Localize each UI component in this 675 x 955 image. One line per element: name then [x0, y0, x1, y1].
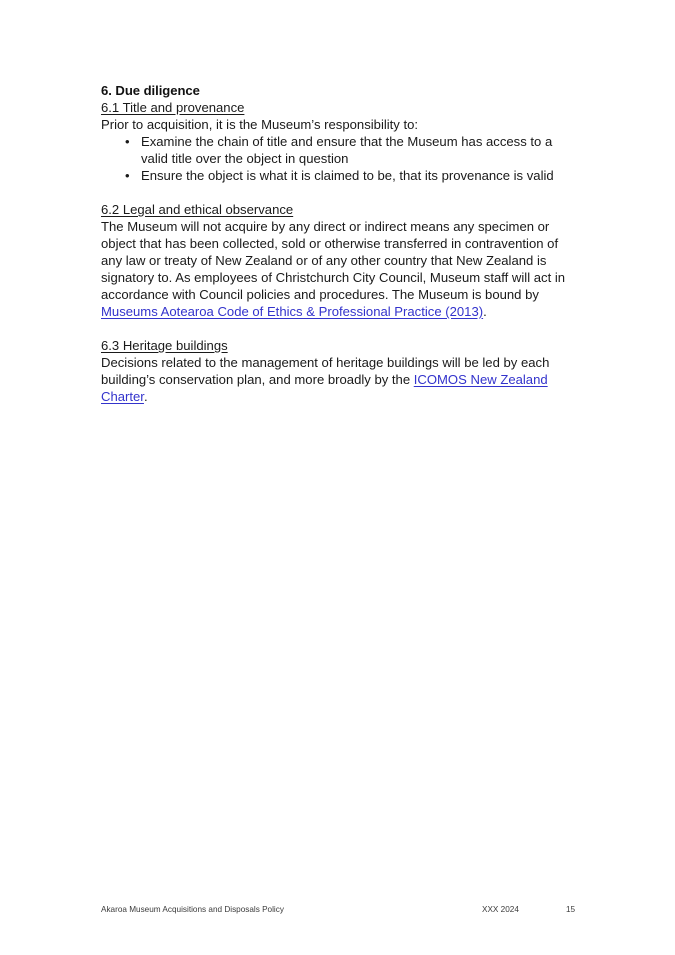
section-6-3-heading-row: [101, 337, 573, 354]
list-item-text: Examine the chain of title and ensure that the Museum has access to a valid title over the object in question: [141, 134, 553, 166]
section-6-2-paragraph: [101, 218, 573, 320]
museums-aotearoa-code-link[interactable]: Museums Aotearoa Code of Ethics & Professional Practice (2013): [101, 304, 484, 319]
section-6-3-heading: 6.3 Heritage buildings: [101, 338, 228, 353]
section-6-2-heading: 6.2 Legal and ethical observance: [101, 202, 294, 217]
page-footer: [101, 903, 576, 917]
section-6-3-text-before-link: Decisions related to the management of heritage buildings will be led by each building’s conservation plan, and more broadly by the: [101, 355, 550, 387]
section-6-1-heading-row: [101, 99, 573, 116]
footer-page-number: 15: [566, 905, 576, 914]
footer-document-title: Akaroa Museum Acquisitions and Disposals Policy: [101, 905, 284, 914]
section-6-2-text-after-link: .: [483, 304, 487, 319]
page-title: 6. Due diligence: [101, 83, 200, 98]
section-6-2-text-before-link: The Museum will not acquire by any direct or indirect means any specimen or object that has been collected, sold or otherwise transferred in contravention of any law or treaty of New Zealand or of any other country that New Zealand is signatory to. As employees of Christchurch City Council, Museum staff will act in accordance with Council policies and procedures. The Museum is bound by: [101, 219, 566, 302]
section-6-1-intro: Prior to acquisition, it is the Museum’s responsibility to:: [101, 117, 419, 132]
section-6-2-heading-row: [101, 201, 573, 218]
section-6-3-text-after-link: .: [143, 389, 148, 404]
page-body: [101, 82, 573, 405]
section-6-1-heading: 6.1 Title and provenance: [101, 100, 245, 115]
list-item: [101, 167, 573, 184]
footer-date: XXX 2024: [482, 905, 519, 914]
list-item: [101, 133, 573, 167]
section-6-1: [101, 99, 573, 184]
icomos-new-zealand-charter-link[interactable]: ICOMOS New Zealand Charter: [101, 372, 548, 404]
bullet-icon: •: [125, 168, 130, 183]
section-6-3: [101, 337, 573, 405]
section-6: [101, 82, 573, 99]
bullet-icon: •: [125, 134, 130, 149]
section-6-3-paragraph: [101, 354, 573, 405]
paragraph-spacer: [101, 320, 573, 337]
paragraph-spacer: [101, 184, 573, 201]
section-6-2: [101, 201, 573, 320]
section-6-1-bullet-list: [101, 133, 573, 184]
list-item-text: Ensure the object is what it is claimed to be, that its provenance is valid: [141, 168, 554, 183]
